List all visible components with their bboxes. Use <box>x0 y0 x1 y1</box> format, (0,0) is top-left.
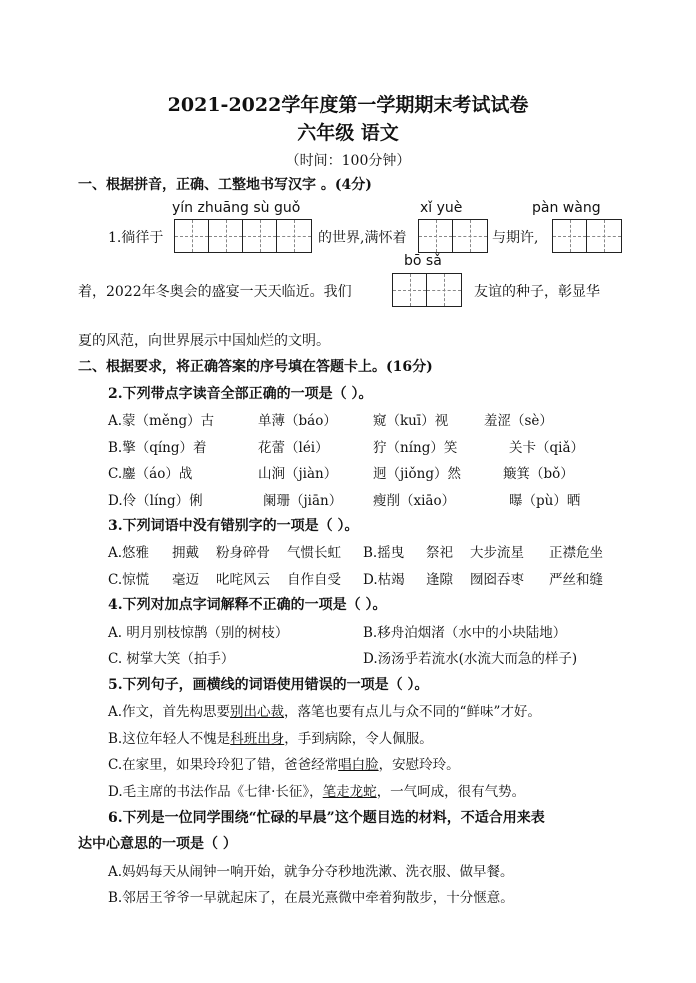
q2-opt-b2: 花蕾（léi） <box>258 440 329 456</box>
q4-opt-a: A. 明月别枝惊鹊（别的树枝） <box>108 625 289 641</box>
q6-opt-b: B.邻居王爷爷一早就起床了，在晨光熹微中牵着狗散步，十分惬意。 <box>108 890 514 906</box>
q2-stem: 2.下列带点字读音全部正确的一项是（ ）。 <box>108 386 373 402</box>
q1-line1-a: 1.徜徉于 <box>108 230 164 246</box>
q2-opt-a4: 羞涩（sè） <box>484 413 553 429</box>
q5-opt-a: A.作文，首先构思要别出心裁，落笔也要有点儿与众不同的“鲜味”才好。 <box>108 704 541 720</box>
q5-opt-c: C.在家里，如果玲玲犯了错，爸爸经常唱白脸，安慰玲玲。 <box>108 757 460 773</box>
q5-opt-d: D.毛主席的书法作品《七律·长征》，笔走龙蛇，一气呵成，很有气势。 <box>108 784 526 800</box>
q1-line1-b: 的世界,满怀着 <box>318 230 407 246</box>
q6-stem-line2: 达中心意思的一项是（ ） <box>78 836 237 852</box>
underlined-term: 科班出身 <box>230 731 285 747</box>
q4-opt-d: D.汤汤乎若流水(水流大而急的样子) <box>363 651 578 667</box>
pinyin-3: pàn wàng <box>532 200 601 216</box>
q5-opt-b: B.这位年轻人不愧是科班出身，手到病除，令人佩服。 <box>108 731 433 747</box>
q3-opt-d2: 逢隙 <box>426 572 453 588</box>
q3-opt-b1: B.摇曳 <box>363 545 405 561</box>
q4-stem: 4.下列对加点字词解释不正确的一项是（ ）。 <box>108 597 387 613</box>
q2-opt-d1: D.伶（líng）俐 <box>108 493 203 509</box>
q3-opt-d1: D.枯竭 <box>363 572 405 588</box>
q3-opt-d3: 囫囵吞枣 <box>470 572 524 588</box>
q2-opt-c1: C.鏖（áo）战 <box>108 466 193 482</box>
underlined-term: 笔走龙蛇 <box>322 784 377 800</box>
q3-opt-c2: 毫迈 <box>172 572 199 588</box>
pinyin-2: xǐ yuè <box>420 200 463 216</box>
q2-opt-c2: 山涧（jiàn） <box>258 466 338 482</box>
q3-opt-d4: 严丝和缝 <box>549 572 603 588</box>
q5-stem: 5.下列句子，画横线的词语使用错误的一项是（ ）。 <box>108 677 429 693</box>
answer-boxes-1[interactable] <box>174 219 312 253</box>
q2-opt-d3: 瘦削（xiāo） <box>373 493 456 509</box>
answer-boxes-3[interactable] <box>552 219 622 253</box>
q2-opt-b4: 关卡（qiǎ） <box>509 440 585 456</box>
q2-opt-d2: 阑珊（jiān） <box>263 493 343 509</box>
q1-line2-b: 友谊的种子，彰显华 <box>474 284 600 300</box>
section1-heading: 一、根据拼音，正确、工整地书写汉字 。(4分) <box>78 177 372 193</box>
q2-opt-a3: 窥（kuī）视 <box>373 413 449 429</box>
q3-opt-a3: 粉身碎骨 <box>216 545 270 561</box>
q1-line1-c: 与期许, <box>492 230 539 246</box>
q3-opt-b4: 正襟危坐 <box>549 545 603 561</box>
q2-opt-b1: B.擎（qíng）着 <box>108 440 207 456</box>
q2-opt-b3: 狞（níng）笑 <box>373 440 458 456</box>
q4-opt-c: C. 树掌大笑（拍手） <box>108 651 235 667</box>
q2-opt-c3: 迥（jiǒng）然 <box>373 466 461 482</box>
q3-opt-c3: 叱咤风云 <box>216 572 270 588</box>
q3-opt-c1: C.惊慌 <box>108 572 150 588</box>
q2-opt-a2: 单薄（báo） <box>258 413 337 429</box>
q4-opt-b: B.移舟泊烟渚（水中的小块陆地） <box>363 625 567 641</box>
q3-opt-b2: 祭祀 <box>426 545 453 561</box>
q3-opt-a2: 拥戴 <box>172 545 199 561</box>
q2-opt-a1: A.蒙（měng）古 <box>108 413 215 429</box>
exam-time: （时间：100分钟） <box>285 153 411 169</box>
grade-subject: 六年级 语文 <box>297 122 399 144</box>
pinyin-1: yín zhuāng sù guǒ <box>172 200 301 216</box>
q6-stem-line1: 6.下列是一位同学围绕“忙碌的早晨”这个题目选的材料，不适合用来表 <box>108 810 545 826</box>
underlined-term: 别出心裁 <box>230 704 285 720</box>
section2-heading: 二、根据要求，将正确答案的序号填在答题卡上。(16分) <box>78 359 433 375</box>
q3-opt-a1: A.悠雅 <box>108 545 150 561</box>
q2-opt-d4: 曝（pù）晒 <box>509 493 581 509</box>
answer-boxes-2[interactable] <box>418 219 488 253</box>
exam-title: 2021-2022学年度第一学期期末考试试卷 <box>167 94 529 116</box>
pinyin-4: bō sǎ <box>404 253 442 269</box>
q1-line3: 夏的风范，向世界展示中国灿烂的文明。 <box>78 333 330 349</box>
q6-opt-a: A.妈妈每天从闹钟一响开始，就争分夺秒地洗漱、洗衣服、做早餐。 <box>108 864 514 880</box>
q1-line2-a: 着，2022年冬奥会的盛宴一天天临近。我们 <box>78 284 352 300</box>
q3-opt-b3: 大步流星 <box>470 545 524 561</box>
q3-opt-c4: 自作自受 <box>287 572 341 588</box>
q2-opt-c4: 簸箕（bǒ） <box>503 466 574 482</box>
answer-boxes-4[interactable] <box>392 273 462 307</box>
q3-opt-a4: 气惯长虹 <box>287 545 341 561</box>
q3-stem: 3.下列词语中没有错别字的一项是（ ）。 <box>108 518 359 534</box>
underlined-term: 唱白脸 <box>338 757 379 773</box>
